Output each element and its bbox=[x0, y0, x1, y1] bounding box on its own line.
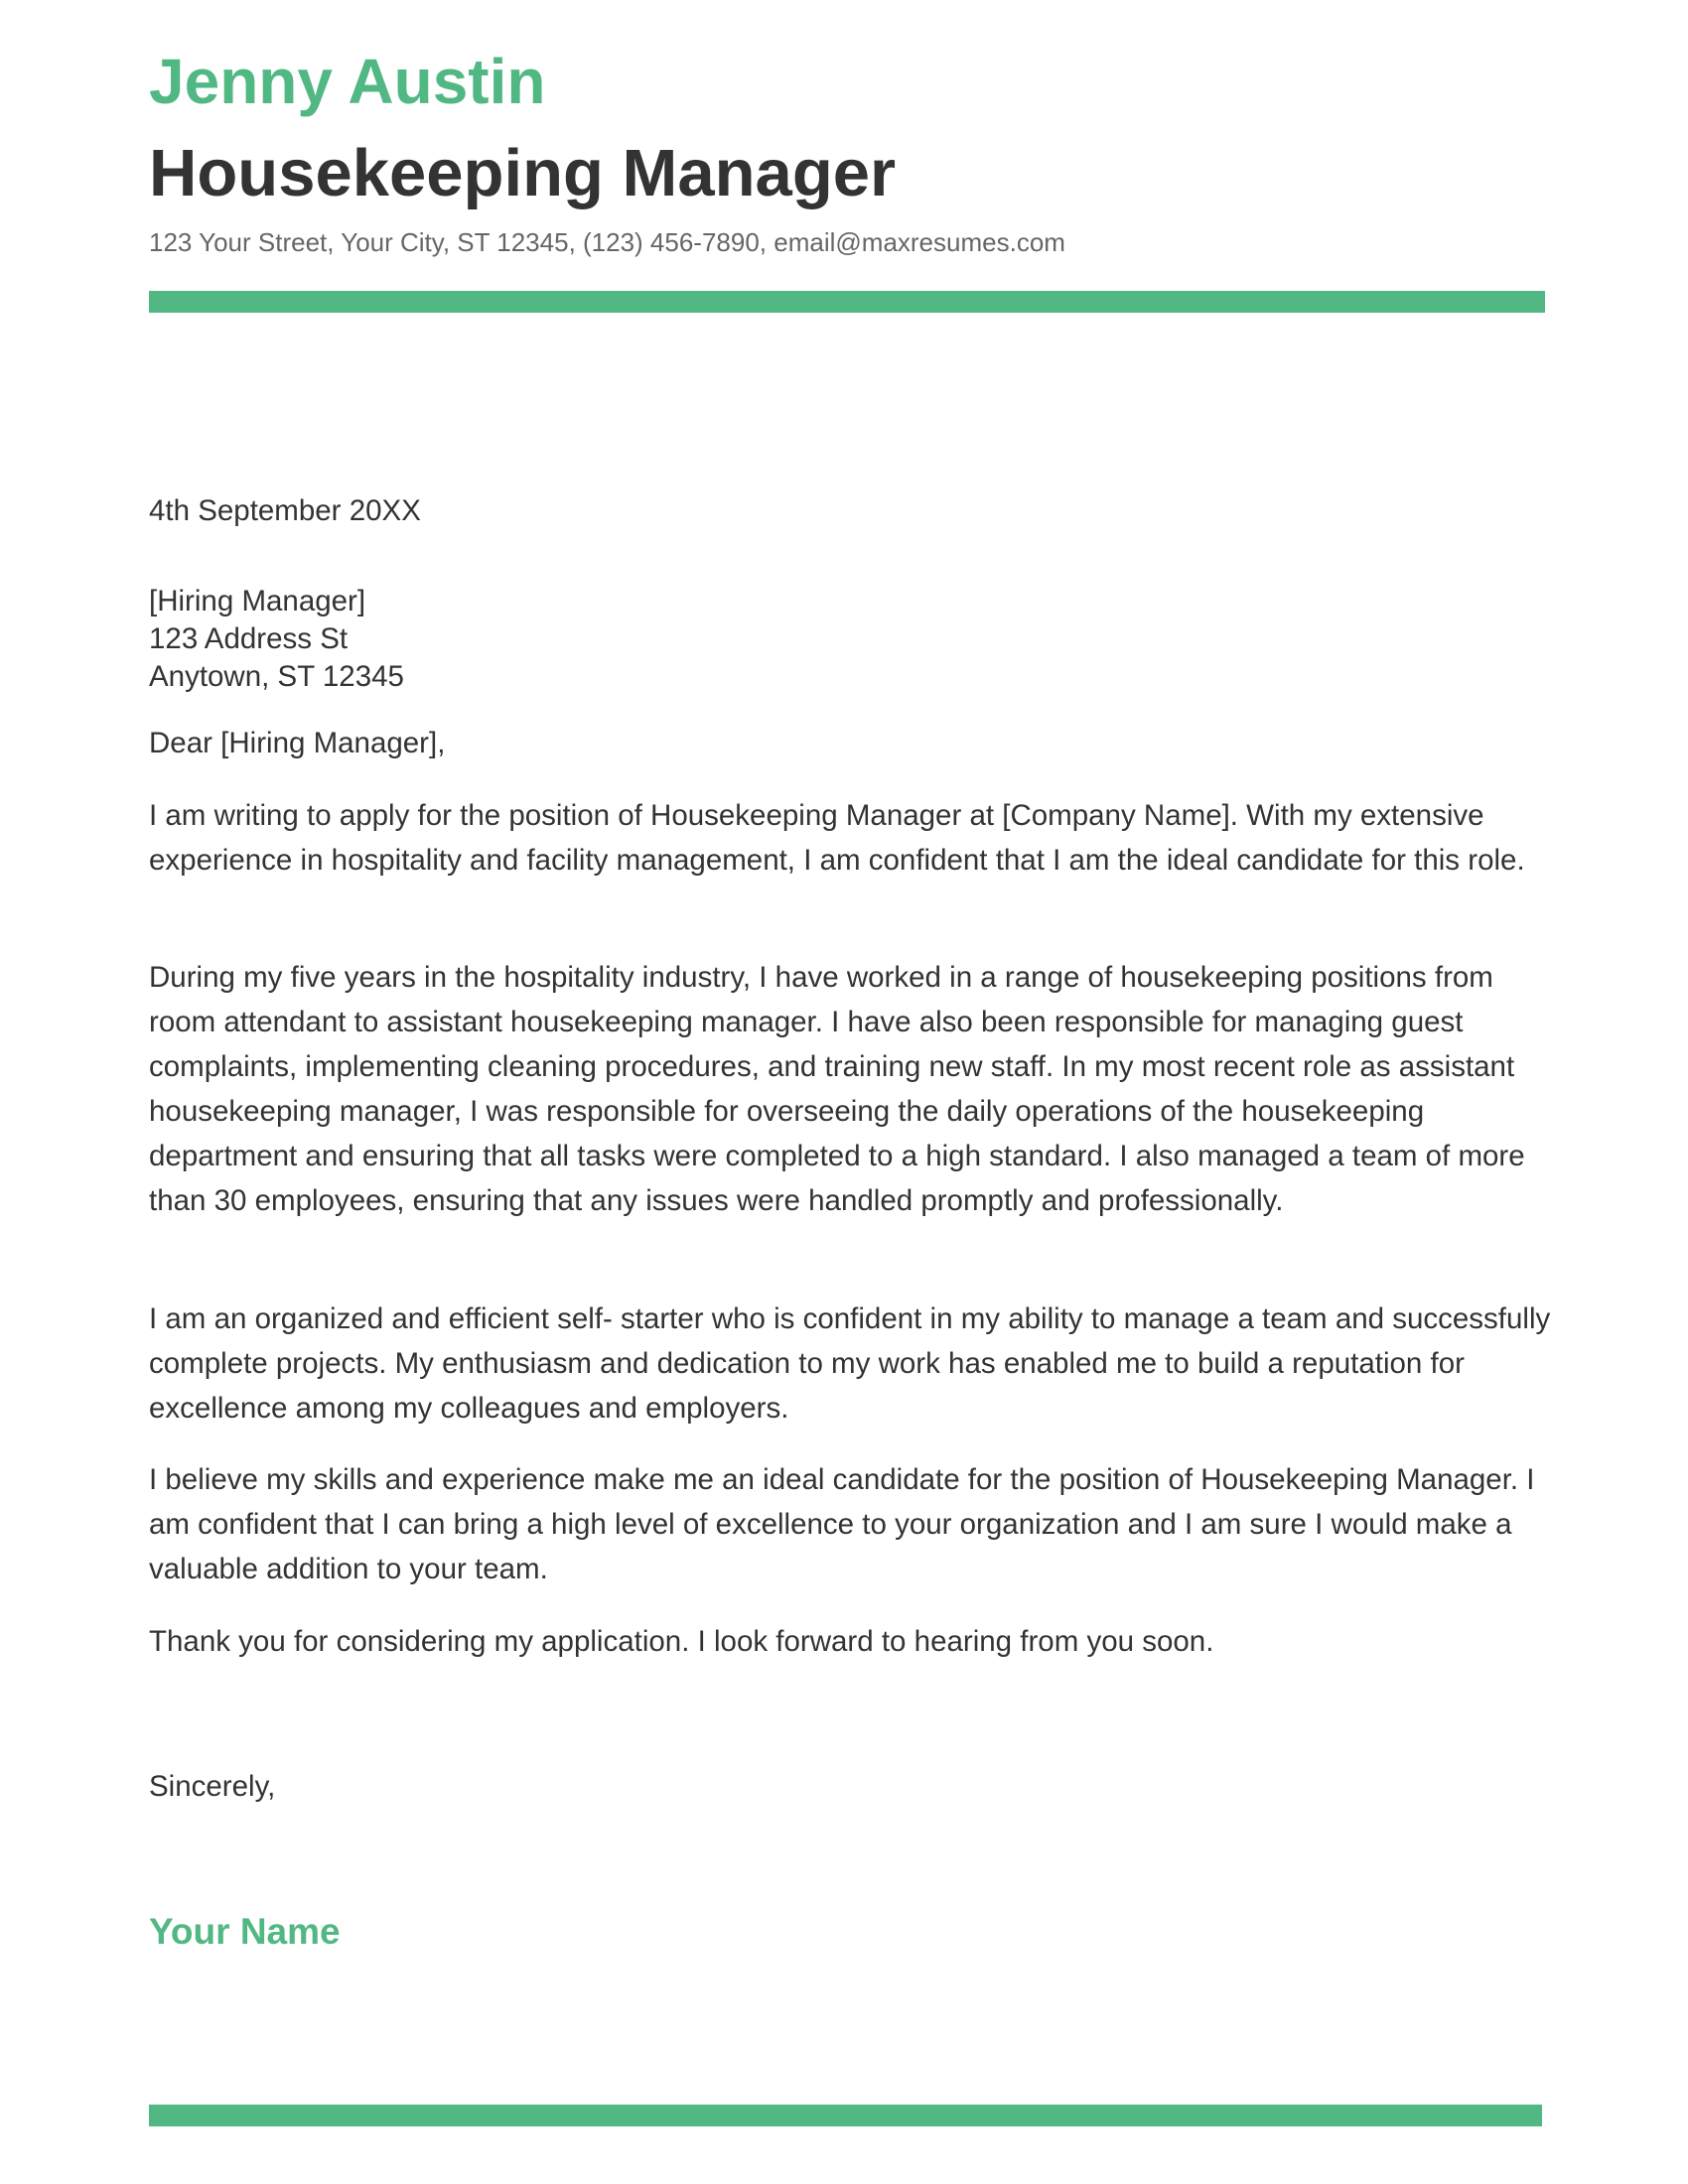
letter-paragraph: I am an organized and efficient self- starter who is confident in my ability to manage a team and successfully complete projects. My enthusiasm and dedication to my work has enabled me to build a reputation for excellence among my colleagues and employers. bbox=[149, 1302, 1551, 1425]
recipient-name: [Hiring Manager] bbox=[149, 585, 366, 617]
recipient-city: Anytown, ST 12345 bbox=[149, 660, 404, 693]
contact-info: 123 Your Street, Your City, ST 12345, (123) 456-7890, email@maxresumes.com bbox=[149, 227, 1065, 257]
recipient-street: 123 Address St bbox=[149, 622, 349, 655]
salutation: Dear [Hiring Manager], bbox=[149, 727, 446, 759]
signature-name: Your Name bbox=[149, 1911, 341, 1952]
letter-paragraph: I believe my skills and experience make me an ideal candidate for the position of Housekeeping Manager. I am confident that I can bring a high level of excellence to your organization and I am sure I would make a valuable addition to your team. bbox=[149, 1463, 1535, 1585]
letter-date: 4th September 20XX bbox=[149, 494, 421, 527]
letter-paragraph: During my five years in the hospitality industry, I have worked in a range of housekeeping positions from room attendant to assistant housekeeping manager. I have also been responsible for managing guest complaints, implementing cleaning procedures, and training new staff. In my most recent role as assistant housekeeping manager, I was responsible for overseeing the daily operations of the housekeeping department and ensuring that all tasks were completed to a high standard. I also managed a team of more than 30 employees, ensuring that any issues were handled promptly and professionally. bbox=[149, 961, 1525, 1217]
applicant-name: Jenny Austin bbox=[149, 46, 546, 117]
letter-paragraph: Thank you for considering my application. I look forward to hearing from you soon. bbox=[149, 1625, 1214, 1658]
letter-paragraph: I am writing to apply for the position of Housekeeping Manager at [Company Name]. With my extensive experience in hospitality and facility management, I am confident that I am the ideal candidate for this role. bbox=[149, 799, 1525, 877]
closing: Sincerely, bbox=[149, 1770, 276, 1803]
job-title: Housekeeping Manager bbox=[149, 136, 897, 210]
recipient-address bbox=[149, 583, 1551, 696]
footer-divider bbox=[149, 2105, 1542, 2126]
header-divider bbox=[149, 291, 1545, 313]
